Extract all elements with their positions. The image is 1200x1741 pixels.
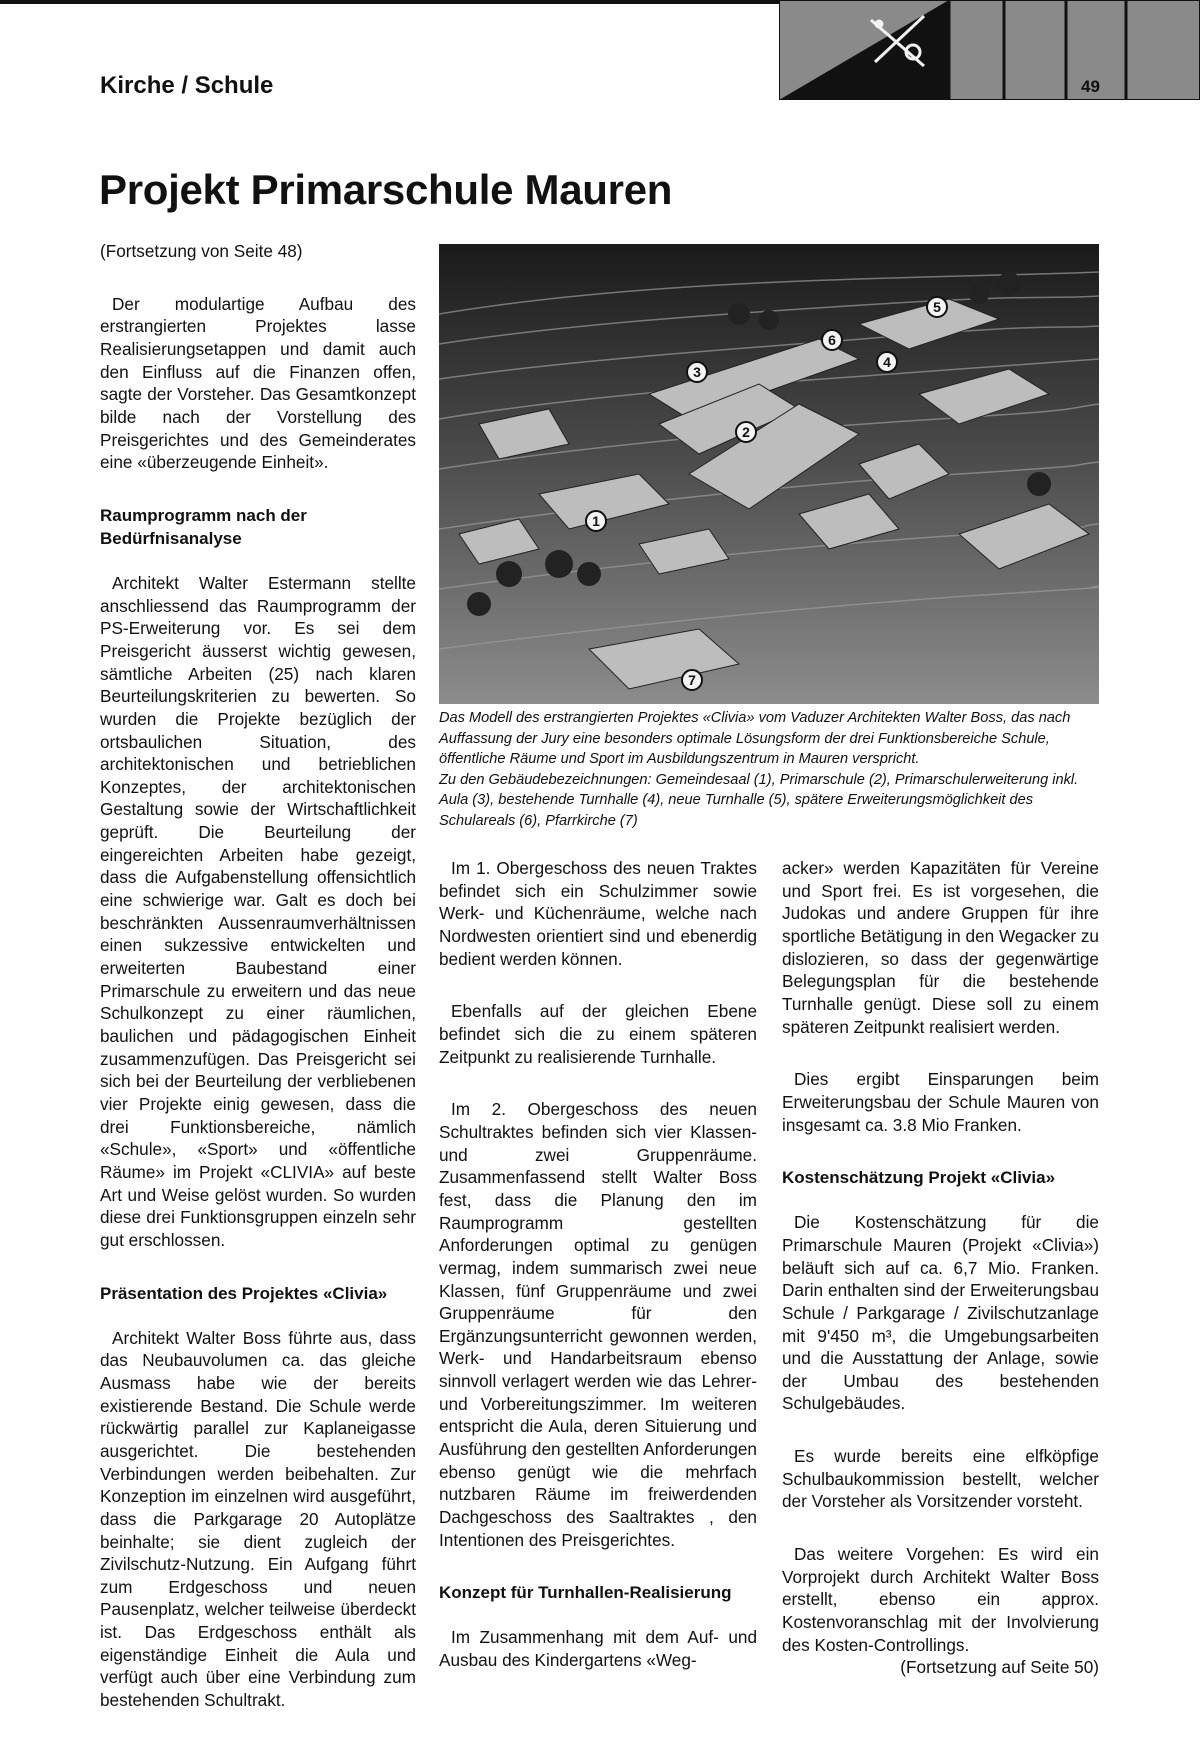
paragraph: Im 1. Obergeschoss des neuen Traktes befindet sich ein Schulzimmer sowie Werk- und Küchenräume, welche nach Nordwesten orientiert sind und ebenerdig bedient werden können.	[439, 858, 757, 969]
svg-text:5: 5	[933, 299, 941, 315]
column-2	[439, 857, 757, 1672]
svg-text:6: 6	[828, 332, 836, 348]
paragraph: Im Zusammenhang mit dem Auf- und Ausbau des Kindergartens «Weg-	[439, 1627, 757, 1671]
page-corner-header	[779, 0, 1200, 100]
paragraph: acker» werden Kapazitäten für Vereine und Sport frei. Es ist vorgesehen, die Judokas und andere Gruppen für ihre sportliche Betätigung in den Wegacker zu dislozieren, so dass der gegenwärtige Belegungsplan für die bestehende Turnhalle genügt. Diese soll zu einem späteren Zeitpunkt realisiert werden.	[782, 858, 1099, 1037]
continued-on: (Fortsetzung auf Seite 50)	[900, 1657, 1099, 1678]
svg-text:4: 4	[883, 354, 891, 370]
paragraph: Der modulartige Aufbau des erstrangierten Projektes lasse Realisierungsetappen und damit auch den Einfluss auf die Finanzen offen, sagte der Vorsteher. Das Gesamtkonzept bilde nach der Vorstellung des Preisgerichtes und des Gemeinderates eine «überzeugende Einheit».	[100, 293, 416, 473]
marker-5	[927, 297, 947, 317]
paragraph: Die Kostenschätzung für die Primarschule Mauren (Projekt «Clivia») beläuft sich auf ca. 6,7 Mio. Franken. Darin enthalten sind der Erweiterungsbau Schule / Parkgarage / Zivilschutzanlage mit 9'450 m³, die Umgebungsarbeiten und die Ausstattung der Anlage, sowie der Umbau des bestehenden Schulgebäudes.	[782, 1212, 1099, 1414]
svg-text:2: 2	[742, 424, 750, 440]
marker-4	[877, 352, 897, 372]
column-1	[100, 240, 416, 1712]
paragraph: Dies ergibt Einsparungen beim Erweiterungsbau der Schule Mauren von insgesamt ca. 3.8 Mio Franken.	[782, 1069, 1099, 1135]
marker-6	[822, 330, 842, 350]
marker-3	[687, 362, 707, 382]
paragraph: Es wurde bereits eine elfköpfige Schulbaukommission bestellt, welcher der Vorsteher als Vorsitzender vorsteht.	[782, 1446, 1099, 1512]
paragraph: Architekt Walter Estermann stellte anschliessend das Raumprogramm der PS-Erweiterung vor. Es sei dem Preisgericht äusserst wichtig gewesen, sämtliche Arbeiten (25) nach klaren Beurteilungskriterien zu bewerten. So wurden die Projekte bezüglich der ortsbaulichen Situation, des architektonischen und betrieblichen Konzeptes, der architektonischen Gestaltung sowie der Wirtschaftlichkeit geprüft. Die Beurteilung der eingereichten Arbeiten habe gezeigt, dass die Aufgabenstellung offensichtlich eine schwierige war. Galt es doch bei beschränkten Aussenraumverhältnissen einen sukzessive entwickelten und erweiterten Baubestand einer Primarschule zu erweitern und das neue Schulkonzept zu einer räumlichen, baulichen und pädagogischen Einheit zusammenzufügen. Das Preisgericht sei sich bei der Beurteilung der verbliebenen vier Projekte einig gewesen, dass die drei Funktionsbereiche, nämlich «Schule», «Sport» und «öffentliche Räume» im Projekt «CLIVIA» auf beste Art und Weise gelöst wurden. So wurden diese drei Funktionsgruppen einzeln sehr gut erschlossen.	[100, 572, 416, 1250]
paragraph: Architekt Walter Boss führte aus, dass das Neubauvolumen ca. das gleiche Ausmass habe wie der bereits existierende Bestand. Die Schule werde rückwärtig parallel zur Kaplaneigasse ausgerichtet. Die bestehenden Verbindungen werden beibehalten. Zur Konzeption im einzelnen wird ausgeführt, dass die Parkgarage 20 Autoplätze beinhalte; sie dient zugleich der Zivilschutz-Nutzung. Ein Aufgang führt zum Erdgeschoss und neuen Pausenplatz, welcher teilweise überdeckt ist. Das Erdgeschoss enthält als eigenständige Einheit die Aula und verfügt auch über eine Verbindung zum bestehenden Schultrakt.	[100, 1327, 416, 1711]
subheading-kosten: Kostenschätzung Projekt «Clivia»	[782, 1168, 1056, 1188]
paragraph: Das weitere Vorgehen: Es wird ein Vorprojekt durch Architekt Walter Boss erstellt, ebenso ein approx. Kostenvoranschlag mit der Involvierung des Kosten-Controllings.	[782, 1544, 1099, 1655]
subheading-turnhalle: Konzept für Turnhallen-Realisierung	[439, 1583, 732, 1603]
subheading-raumprogramm: Raumprogramm nach der Bedürfnisanalyse	[100, 505, 307, 548]
column-3	[782, 857, 1099, 1679]
marker-2	[736, 422, 756, 442]
model-photo	[439, 244, 1099, 704]
svg-text:3: 3	[693, 364, 701, 380]
page-number: 49	[1081, 77, 1100, 96]
section-label: Kirche / Schule	[100, 72, 274, 99]
continued-from: (Fortsetzung von Seite 48)	[100, 241, 303, 261]
caption-legend: Zu den Gebäudebezeichnungen: Gemeindesaal (1), Primarschule (2), Primarschulerweiterung inkl. Aula (3), bestehende Turnhalle (4), neue Turnhalle (5), spätere Erweiterungsmöglichkeit des Schulareals (6), Pfarrkirche (7)	[439, 771, 1079, 829]
subheading-praesentation: Präsentation des Projektes «Clivia»	[100, 1283, 388, 1303]
marker-1	[586, 511, 606, 531]
svg-text:7: 7	[688, 672, 696, 688]
marker-7	[682, 670, 702, 690]
paragraph: Im 2. Obergeschoss des neuen Schultraktes befinden sich vier Klassen- und zwei Gruppenräume. Zusammenfassend stellt Walter Boss fest, dass die Planung den im Raumprogramm gestellten Anforderungen optimal zu genügen vermag, indem summarisch zwei neue Klassen, fünf Gruppenräume und zwei Gruppenräume für den Ergänzungsunterricht gewonnen werden, Werk- und Handarbeitsraum ebenso sinnvoll verlagert werden wie das Lehrer- und Vorbereitungszimmer. Im weiteren entspricht die Aula, deren Situierung und Ausführung den gestellten Anforderungen ebenso genügt wie die mehrfach nutzbaren Räume im freiwerdenden Dachgeschoss des Saaltraktes , den Intentionen des Preisgerichtes.	[439, 1099, 757, 1550]
photo-caption	[439, 708, 1099, 832]
svg-text:1: 1	[592, 513, 600, 529]
paragraph: Ebenfalls auf der gleichen Ebene befindet sich die zu einem späteren Zeitpunkt zu realisierende Turnhalle.	[439, 1001, 757, 1067]
page-title: Projekt Primarschule Mauren	[99, 166, 673, 213]
caption-text: Das Modell des erstrangierten Projektes «Clivia» vom Vaduzer Architekten Walter Boss, das nach Auffassung der Jury eine besonders optimale Lösungsform der drei Funktionsbereiche Schule, öffentliche Räume und Sport im Ausbildungszentrum in Mauren verspricht.	[439, 710, 1071, 768]
